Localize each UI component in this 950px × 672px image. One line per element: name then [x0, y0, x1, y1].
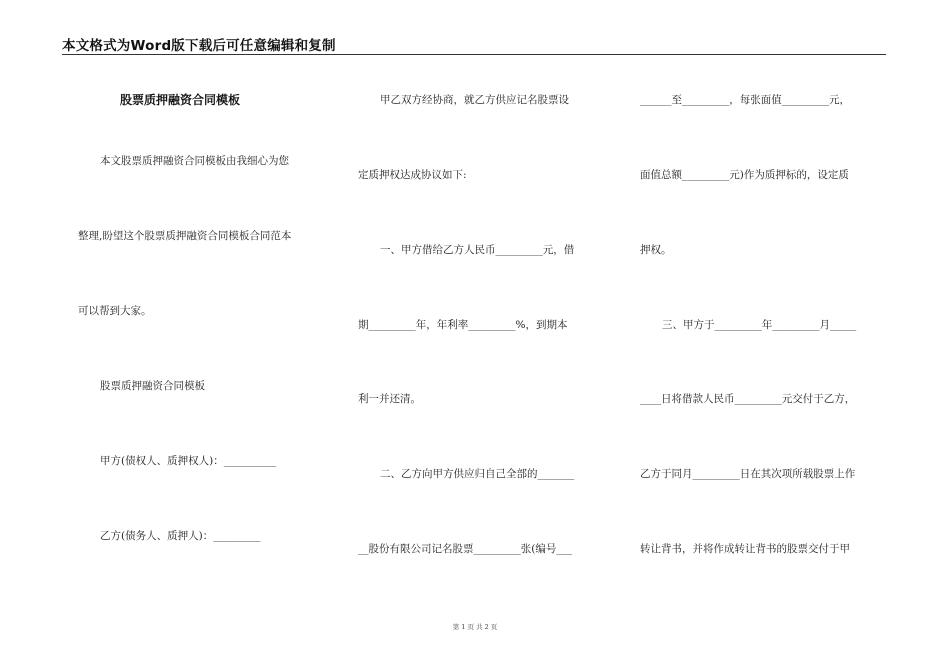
paragraph-line: ____日将借款人民币_________元交付于乙方， [640, 393, 856, 405]
header-title: 本文格式为Word版下载后可任意编辑和复制 [62, 38, 336, 54]
paragraph-line: 三、甲方于_________年_________月_____ [662, 319, 857, 331]
paragraph-line: 本文股票质押融资合同模板由我细心为您 [100, 155, 289, 167]
paragraph-line: 乙方于同月_________日在其次项所载股票上作 [640, 468, 856, 480]
column-1 [78, 0, 328, 672]
page-footer: 第 1 页 共 2 页 [452, 623, 498, 631]
column-3 [640, 0, 890, 672]
paragraph-line: 押权。 [640, 244, 672, 256]
paragraph-line: 定质押权达成协议如下: [358, 169, 467, 181]
paragraph-line: 转让背书，并将作成转让背书的股票交付于甲 [640, 543, 850, 555]
paragraph-line: 二、乙方向甲方供应归自己全部的_______ [380, 468, 575, 480]
paragraph-line: 利一并还清。 [358, 393, 421, 405]
paragraph-line: 一、甲方借给乙方人民币_________元，借 [380, 244, 575, 256]
column-2 [358, 0, 613, 672]
paragraph-line: 甲乙双方经协商，就乙方供应记名股票设 [380, 94, 569, 106]
paragraph-line: __股份有限公司记名股票_________张(编号___ [358, 543, 573, 555]
party-a-line: 甲方(债权人、质押权人)：__________ [100, 455, 277, 467]
paragraph-line: 期_________年，年利率_________%，到期本 [358, 319, 568, 331]
paragraph-line: 整理,盼望这个股票质押融资合同模板合同范本 [78, 230, 292, 242]
document-title: 股票质押融资合同模板 [120, 93, 241, 107]
paragraph-line: ______至_________，每张面值_________元， [640, 94, 850, 106]
paragraph-line: 面值总额_________元)作为质押标的，设定质 [640, 169, 849, 181]
paragraph-line: 股票质押融资合同模板 [100, 380, 205, 392]
party-b-line: 乙方(债务人、质押人)：_________ [100, 530, 261, 542]
paragraph-line: 可以帮到大家。 [78, 305, 152, 317]
